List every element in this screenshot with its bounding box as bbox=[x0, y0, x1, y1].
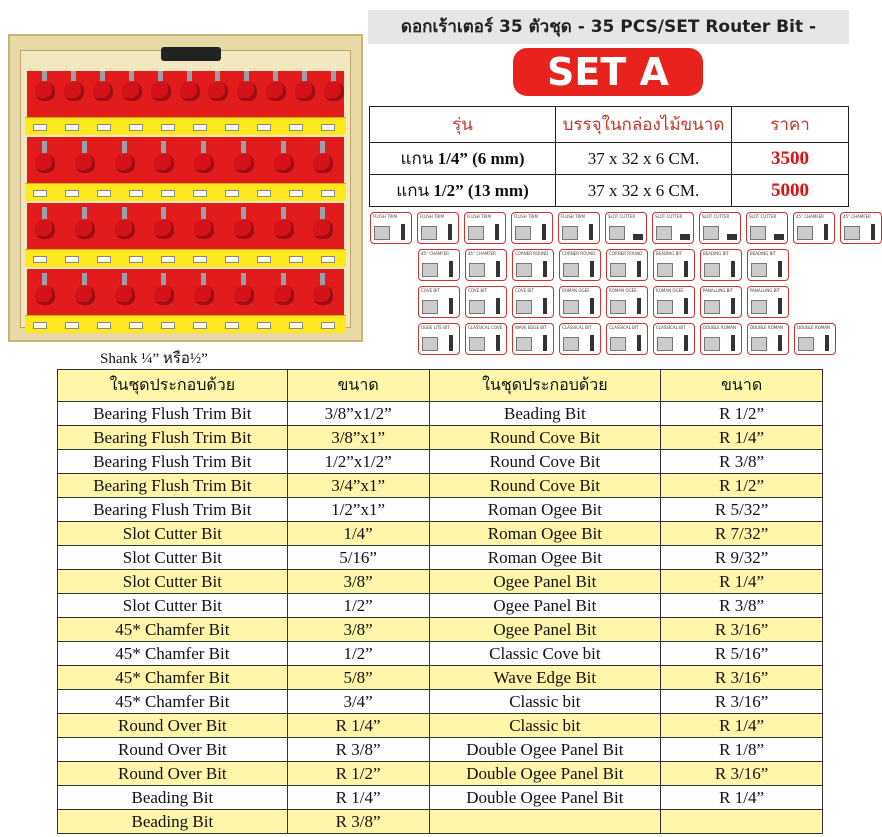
item-cell: Bearing Flush Trim Bit bbox=[58, 426, 288, 450]
item-cell: Round Cove Bit bbox=[429, 426, 661, 450]
router-bit bbox=[115, 153, 135, 173]
size-cell: R 1/2” bbox=[287, 762, 429, 786]
shank-note: Shank ¼” หรือ½” bbox=[100, 351, 208, 367]
size-cell: R 3/16” bbox=[661, 666, 823, 690]
bit-diagram-grid bbox=[368, 210, 871, 360]
bit-diagram-label: CLASSICAL BIT bbox=[656, 325, 686, 330]
bit-diagram-label: CORNER ROUND bbox=[609, 251, 643, 256]
item-cell: Beading Bit bbox=[58, 810, 288, 834]
bit-diagram-label: FLUSH TRIM bbox=[373, 214, 397, 219]
bit-diagram bbox=[605, 212, 647, 244]
size-cell: R 1/4” bbox=[287, 714, 429, 738]
table-row bbox=[58, 450, 823, 474]
size-cell: 1/4” bbox=[287, 522, 429, 546]
bit-diagram bbox=[559, 286, 601, 318]
bit-diagram bbox=[700, 249, 742, 281]
table-row bbox=[58, 522, 823, 546]
bit-diagram-label: PANALLING BIT bbox=[750, 288, 780, 293]
bit-diagram-label: COVE BIT bbox=[515, 288, 534, 293]
item-cell: Round Cove Bit bbox=[429, 450, 661, 474]
bit-diagram bbox=[559, 249, 601, 281]
bit-diagram bbox=[512, 323, 554, 355]
item-cell: Classic Cove bit bbox=[429, 642, 661, 666]
size-cell: R 3/8” bbox=[661, 450, 823, 474]
size-cell: R 1/2” bbox=[661, 402, 823, 426]
bit-diagram-label: CORNER ROUND bbox=[515, 251, 549, 256]
bit-diagram-label: ROMAN OGEE bbox=[656, 288, 684, 293]
router-bit bbox=[75, 285, 95, 305]
bit-diagram-label: 45° CHAMFER bbox=[421, 251, 449, 256]
bit-diagram bbox=[512, 286, 554, 318]
router-bit bbox=[194, 219, 214, 239]
router-bit bbox=[75, 153, 95, 173]
router-bit bbox=[313, 285, 333, 305]
size-cell: 3/8”x1/2” bbox=[287, 402, 429, 426]
item-cell: Slot Cutter Bit bbox=[58, 522, 288, 546]
router-bit bbox=[154, 285, 174, 305]
bit-diagram-label: BEADING BIT bbox=[656, 251, 682, 256]
bit-diagram-label: FLUSH TRIM bbox=[514, 214, 538, 219]
bit-diagram-label: ROMAN OGEE bbox=[609, 288, 637, 293]
router-bit bbox=[194, 153, 214, 173]
router-bit bbox=[234, 285, 254, 305]
bit-diagram-label: COVE BIT bbox=[468, 288, 487, 293]
router-bit bbox=[234, 219, 254, 239]
table-row bbox=[58, 402, 823, 426]
bit-diagram bbox=[464, 212, 506, 244]
price-table bbox=[369, 106, 849, 207]
size-cell: 5/8” bbox=[287, 666, 429, 690]
size-cell: 3/8” bbox=[287, 570, 429, 594]
table-row bbox=[58, 474, 823, 498]
size-cell: R 1/8” bbox=[661, 738, 823, 762]
item-cell: Roman Ogee Bit bbox=[429, 546, 661, 570]
product-photo bbox=[8, 34, 363, 342]
size-cell: R 5/16” bbox=[661, 642, 823, 666]
item-cell: 45* Chamfer Bit bbox=[58, 690, 288, 714]
router-bit bbox=[35, 219, 55, 239]
price-cell: 5000 bbox=[732, 175, 849, 207]
model-cell: แกน 1/4” (6 mm) bbox=[370, 143, 556, 175]
item-cell: Round Cove Bit bbox=[429, 474, 661, 498]
bit-diagram-label: DOUBLE ROMAN bbox=[703, 325, 737, 330]
bit-diagram bbox=[418, 286, 460, 318]
item-cell: Slot Cutter Bit bbox=[58, 594, 288, 618]
size-cell: R 3/8” bbox=[661, 594, 823, 618]
bit-diagram-label: CORNER ROUND bbox=[562, 251, 596, 256]
router-bit bbox=[35, 81, 55, 101]
bit-diagram-label: SLOT CUTTER bbox=[749, 214, 777, 219]
router-bit bbox=[64, 81, 84, 101]
bit-diagram bbox=[606, 286, 648, 318]
bit-diagram-label: SLOT CUTTER bbox=[655, 214, 683, 219]
size-cell: 1/2” bbox=[287, 594, 429, 618]
router-bit bbox=[154, 153, 174, 173]
item-header: ในชุดประกอบด้วย bbox=[58, 370, 288, 402]
size-cell: R 1/4” bbox=[661, 570, 823, 594]
table-row bbox=[58, 690, 823, 714]
bit-diagram bbox=[747, 323, 789, 355]
table-row bbox=[58, 498, 823, 522]
router-bit-box bbox=[20, 50, 351, 328]
price-header: ราคา bbox=[732, 107, 849, 143]
router-bit bbox=[208, 81, 228, 101]
item-cell: Round Over Bit bbox=[58, 714, 288, 738]
size-cell: R 9/32” bbox=[661, 546, 823, 570]
label-rail bbox=[25, 117, 346, 135]
bit-diagram-label: COVE BIT bbox=[421, 288, 440, 293]
bit-diagram-label: BEADING BIT bbox=[750, 251, 776, 256]
item-cell: Bearing Flush Trim Bit bbox=[58, 450, 288, 474]
size-cell: R 1/4” bbox=[287, 786, 429, 810]
bit-diagram bbox=[465, 323, 507, 355]
router-bit bbox=[313, 153, 333, 173]
bit-diagram-label: CLASSICAL COVE bbox=[468, 325, 503, 330]
item-cell: Bearing Flush Trim Bit bbox=[58, 402, 288, 426]
bit-diagram-label: ROMAN OGEE bbox=[562, 288, 590, 293]
router-bit bbox=[274, 285, 294, 305]
item-cell: Classic bit bbox=[429, 690, 661, 714]
bit-diagram bbox=[793, 212, 835, 244]
router-bit bbox=[122, 81, 142, 101]
item-cell: Double Ogee Panel Bit bbox=[429, 762, 661, 786]
bit-diagram bbox=[700, 323, 742, 355]
bit-diagram-label: SLOT CUTTER bbox=[608, 214, 636, 219]
router-bit bbox=[237, 81, 257, 101]
bit-diagram bbox=[652, 212, 694, 244]
size-cell: R 1/4” bbox=[661, 714, 823, 738]
bit-diagram-label: PANALLING BIT bbox=[703, 288, 733, 293]
table-row bbox=[58, 546, 823, 570]
bit-diagram-label: BEADING BIT bbox=[703, 251, 729, 256]
table-row bbox=[58, 594, 823, 618]
router-bit bbox=[115, 219, 135, 239]
page-title: ดอกเร้าเตอร์ 35 ตัวชุด - 35 PCS/SET Router Bit - bbox=[368, 10, 849, 44]
bit-diagram bbox=[840, 212, 882, 244]
item-cell: Round Over Bit bbox=[58, 762, 288, 786]
router-bit bbox=[274, 219, 294, 239]
size-cell: 3/4”x1” bbox=[287, 474, 429, 498]
size-cell: R 3/8” bbox=[287, 738, 429, 762]
bit-diagram-label: CLASSICAL BIT bbox=[609, 325, 639, 330]
price-header-row bbox=[370, 107, 849, 143]
size-cell: R 3/16” bbox=[661, 762, 823, 786]
bit-diagram-label: DOUBLE ROMAN bbox=[797, 325, 831, 330]
item-cell: Bearing Flush Trim Bit bbox=[58, 498, 288, 522]
box-size-cell: 37 x 32 x 6 CM. bbox=[556, 175, 732, 207]
table-row bbox=[58, 426, 823, 450]
table-row bbox=[58, 786, 823, 810]
box-size-header: บรรจุในกล่องไม้ขนาด bbox=[556, 107, 732, 143]
bit-diagram bbox=[370, 212, 412, 244]
bit-diagram bbox=[418, 323, 460, 355]
size-cell: R 3/16” bbox=[661, 690, 823, 714]
router-bit bbox=[115, 285, 135, 305]
bit-diagram-label: FLUSH TRIM bbox=[420, 214, 444, 219]
router-bit bbox=[35, 153, 55, 173]
bit-diagram-label: FLUSH TRIM bbox=[467, 214, 491, 219]
price-cell: 3500 bbox=[732, 143, 849, 175]
bit-diagram-label: 45° CHAMFER bbox=[843, 214, 871, 219]
bit-diagram-label: OGEE LITE BIT bbox=[421, 325, 450, 330]
item-cell: Ogee Panel Bit bbox=[429, 570, 661, 594]
label-rail bbox=[25, 249, 346, 267]
bit-diagram-label: DOUBLE ROMAN bbox=[750, 325, 784, 330]
item-cell: Roman Ogee Bit bbox=[429, 498, 661, 522]
bit-diagram bbox=[559, 323, 601, 355]
item-cell: Beading Bit bbox=[58, 786, 288, 810]
router-bit bbox=[295, 81, 315, 101]
size-cell: 3/8” bbox=[287, 618, 429, 642]
bit-diagram bbox=[700, 286, 742, 318]
bit-diagram bbox=[653, 323, 695, 355]
item-cell: Slot Cutter Bit bbox=[58, 570, 288, 594]
size-cell: R 1/4” bbox=[661, 426, 823, 450]
router-bit bbox=[266, 81, 286, 101]
bit-diagram bbox=[511, 212, 553, 244]
bit-diagram bbox=[465, 249, 507, 281]
contents-table bbox=[57, 369, 823, 834]
item-cell: Beading Bit bbox=[429, 402, 661, 426]
size-cell: R 3/16” bbox=[661, 618, 823, 642]
bit-diagram bbox=[465, 286, 507, 318]
router-bit bbox=[35, 285, 55, 305]
item-cell: Double Ogee Panel Bit bbox=[429, 786, 661, 810]
router-bit bbox=[313, 219, 333, 239]
table-row bbox=[58, 570, 823, 594]
router-bit bbox=[194, 285, 214, 305]
item-cell: Double Ogee Panel Bit bbox=[429, 738, 661, 762]
table-row bbox=[58, 810, 823, 834]
box-handle bbox=[161, 47, 221, 61]
item-cell: Bearing Flush Trim Bit bbox=[58, 474, 288, 498]
table-row bbox=[58, 762, 823, 786]
item-cell: Classic bit bbox=[429, 714, 661, 738]
bit-rack-row bbox=[27, 203, 344, 261]
bit-rack-row bbox=[27, 71, 344, 129]
router-bit bbox=[234, 153, 254, 173]
price-row bbox=[370, 143, 849, 175]
label-rail bbox=[25, 183, 346, 201]
label-rail bbox=[25, 315, 346, 333]
item-cell: 45* Chamfer Bit bbox=[58, 642, 288, 666]
item-cell bbox=[429, 810, 661, 834]
bit-diagram bbox=[418, 249, 460, 281]
size-cell: 1/2”x1” bbox=[287, 498, 429, 522]
size-cell: 1/2”x1/2” bbox=[287, 450, 429, 474]
router-bit bbox=[324, 81, 344, 101]
bit-diagram-label: 45° CHAMFER bbox=[796, 214, 824, 219]
size-cell: R 1/4” bbox=[661, 786, 823, 810]
price-row bbox=[370, 175, 849, 207]
table-row bbox=[58, 714, 823, 738]
item-cell: Ogee Panel Bit bbox=[429, 594, 661, 618]
contents-header-row bbox=[58, 370, 823, 402]
size-cell: 3/8”x1” bbox=[287, 426, 429, 450]
bit-diagram bbox=[653, 249, 695, 281]
table-row bbox=[58, 642, 823, 666]
size-cell bbox=[661, 810, 823, 834]
bit-diagram-label: WAVE EDGE BIT bbox=[515, 325, 547, 330]
bit-diagram bbox=[747, 249, 789, 281]
bit-diagram-label: SLOT CUTTER bbox=[702, 214, 730, 219]
size-header: ขนาด bbox=[661, 370, 823, 402]
item-cell: Round Over Bit bbox=[58, 738, 288, 762]
model-cell: แกน 1/2” (13 mm) bbox=[370, 175, 556, 207]
bit-diagram bbox=[746, 212, 788, 244]
router-bit bbox=[151, 81, 171, 101]
size-cell: 5/16” bbox=[287, 546, 429, 570]
size-cell: R 5/32” bbox=[661, 498, 823, 522]
box-size-cell: 37 x 32 x 6 CM. bbox=[556, 143, 732, 175]
size-cell: 1/2” bbox=[287, 642, 429, 666]
size-cell: R 3/8” bbox=[287, 810, 429, 834]
item-cell: Slot Cutter Bit bbox=[58, 546, 288, 570]
bit-diagram bbox=[512, 249, 554, 281]
item-cell: Wave Edge Bit bbox=[429, 666, 661, 690]
size-cell: 3/4” bbox=[287, 690, 429, 714]
item-cell: 45* Chamfer Bit bbox=[58, 618, 288, 642]
bit-diagram bbox=[417, 212, 459, 244]
router-bit bbox=[180, 81, 200, 101]
item-cell: 45* Chamfer Bit bbox=[58, 666, 288, 690]
table-row bbox=[58, 618, 823, 642]
bit-diagram bbox=[558, 212, 600, 244]
bit-diagram-label: 45° CHAMFER bbox=[468, 251, 496, 256]
model-header: รุ่น bbox=[370, 107, 556, 143]
bit-diagram bbox=[606, 249, 648, 281]
bit-diagram bbox=[794, 323, 836, 355]
bit-rack-row bbox=[27, 269, 344, 327]
router-bit bbox=[154, 219, 174, 239]
bit-diagram bbox=[653, 286, 695, 318]
item-cell: Roman Ogee Bit bbox=[429, 522, 661, 546]
bit-diagram-label: CLASSICAL BIT bbox=[562, 325, 592, 330]
table-row bbox=[58, 738, 823, 762]
size-cell: R 7/32” bbox=[661, 522, 823, 546]
bit-diagram bbox=[747, 286, 789, 318]
router-bit bbox=[75, 219, 95, 239]
router-bit bbox=[93, 81, 113, 101]
size-header: ขนาด bbox=[287, 370, 429, 402]
item-header: ในชุดประกอบด้วย bbox=[429, 370, 661, 402]
bit-diagram-label: FLUSH TRIM bbox=[561, 214, 585, 219]
router-bit bbox=[274, 153, 294, 173]
set-badge: SET A bbox=[513, 48, 703, 96]
bit-diagram bbox=[606, 323, 648, 355]
item-cell: Ogee Panel Bit bbox=[429, 618, 661, 642]
bit-rack-row bbox=[27, 137, 344, 195]
size-cell: R 1/2” bbox=[661, 474, 823, 498]
table-row bbox=[58, 666, 823, 690]
bit-diagram bbox=[699, 212, 741, 244]
